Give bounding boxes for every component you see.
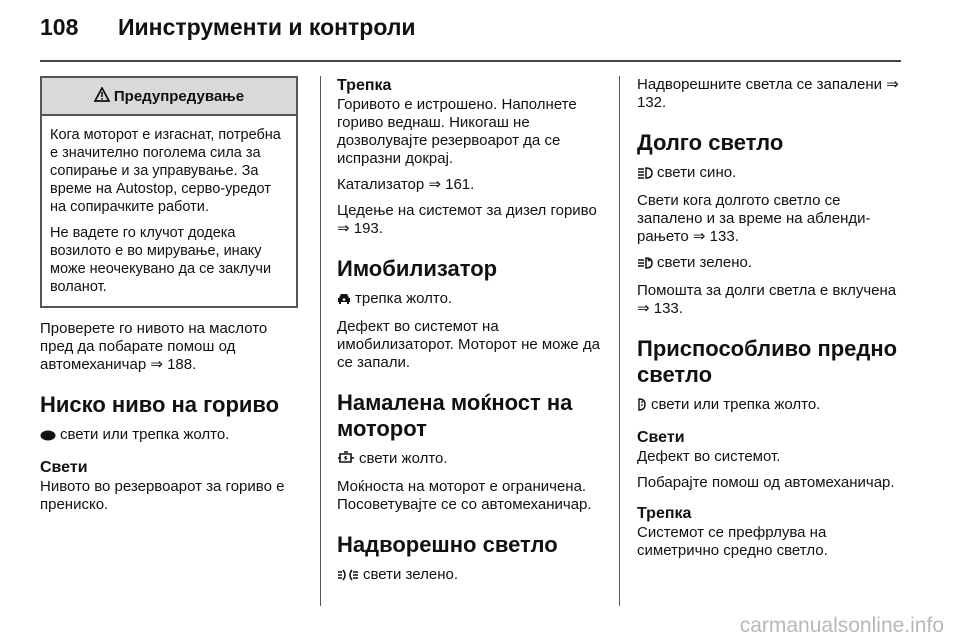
reduced-power-heading: Намалена моќност на моторот [337, 390, 573, 441]
immobiliser-status-text: трепка жолто. [355, 290, 453, 307]
warning-header [42, 78, 296, 116]
adaptive-light-icon [637, 398, 647, 416]
fuel-drop-icon [40, 428, 56, 446]
high-beam-assist-icon [637, 256, 653, 274]
afl-status-text: свети или трепка жолто. [651, 396, 821, 413]
immobiliser-text: Дефект во системот на имобилизаторот. Моторот не може да се запали. [337, 318, 600, 371]
warning-triangle-icon [94, 87, 110, 106]
fuel-status [40, 426, 302, 446]
fuel-sub-heading: Свети [40, 459, 88, 476]
high-beam-assist-status [637, 254, 907, 274]
afl-on-text: Дефект во системот. [637, 448, 781, 465]
warning-body [42, 116, 296, 306]
high-beam-heading: Долго светло [637, 130, 784, 155]
high-beam-status-text: свети сино. [657, 164, 737, 181]
column-2 [337, 76, 603, 586]
page-header [40, 10, 920, 48]
fuel-status-text: свети или трепка жолто. [60, 426, 230, 443]
catalyst-ref: Катализатор ⇒ 161. [337, 176, 475, 193]
high-beam-text: Свети кога долгото светло се запалено и за време на аблендирањето ⇒ 133. [637, 192, 871, 245]
exterior-light-heading: Надворешно светло [337, 532, 558, 557]
warning-title: Предупредување [113, 87, 245, 105]
column-1 [40, 76, 302, 514]
high-beam-assist-text: Помошта за долги светла е вклучена ⇒ 133. [637, 282, 897, 317]
reduced-power-text: Моќноста на моторот е ограничена. Посоветувајте се со автомеханичар. [337, 478, 592, 513]
warning-box [40, 76, 298, 308]
watermark: carmanualsonline.info [739, 614, 944, 637]
header-divider [40, 60, 901, 62]
car-key-icon [337, 292, 351, 310]
afl-blink-text: Системот се префрлува на симетрично средно светло. [637, 524, 828, 559]
reduced-power-status-text: свети жолто. [359, 450, 448, 467]
high-beam-assist-status-text: свети зелено. [657, 254, 753, 271]
warning-paragraph: Не вадете го клучот додека возилото е во мирување, инаку може неочекувано да се заклучи воланот. [50, 225, 272, 295]
exterior-light-text: Надворешните светла се запалени ⇒ 132. [637, 76, 899, 111]
immobiliser-status [337, 290, 603, 310]
afl-heading: Приспособливо предно светло [637, 336, 898, 387]
afl-blink-heading: Трепка [637, 505, 692, 522]
exterior-light-status-text: свети зелено. [363, 566, 459, 583]
oil-check-text: Проверете го нивото на маслото пред да побарате помош од автомеханичар ⇒ 188. [40, 320, 268, 373]
engine-power-icon [337, 451, 355, 470]
reduced-power-status [337, 450, 603, 470]
high-beam-icon [637, 166, 653, 184]
fuel-heading: Ниско ниво на гориво [40, 392, 280, 417]
fuel-sub-text: Нивото во резервоарот за гориво е прениско. [40, 478, 285, 513]
page-title: Иинструменти и контроли [118, 14, 416, 40]
page-number: 108 [40, 14, 79, 40]
afl-on-heading: Свети [637, 429, 685, 446]
warning-paragraph: Кога моторот е изгаснат, потребна е значително поголема сила за сопирање и за управување. За време на Autostop, серво-уредот на сопирачките работи. [50, 127, 281, 215]
exterior-light-status [337, 566, 603, 586]
sidelight-icon [337, 568, 359, 586]
fuel-blink-heading: Трепка [337, 77, 392, 94]
immobiliser-heading: Имобилизатор [337, 256, 498, 281]
afl-status [637, 396, 907, 416]
fuel-blink-text: Горивото е истрошено. Наполнете гориво веднаш. Никогаш не дозволувајте резервоарот да се испразни докрај. [337, 96, 577, 167]
high-beam-status [637, 164, 907, 184]
column-divider-1 [320, 76, 321, 606]
afl-on-text-2: Побарајте помош од автомеханичар. [637, 474, 895, 491]
column-divider-2 [619, 76, 620, 606]
column-3 [637, 76, 907, 560]
diesel-ref: Цедење на системот за дизел гориво ⇒ 193. [337, 202, 597, 237]
